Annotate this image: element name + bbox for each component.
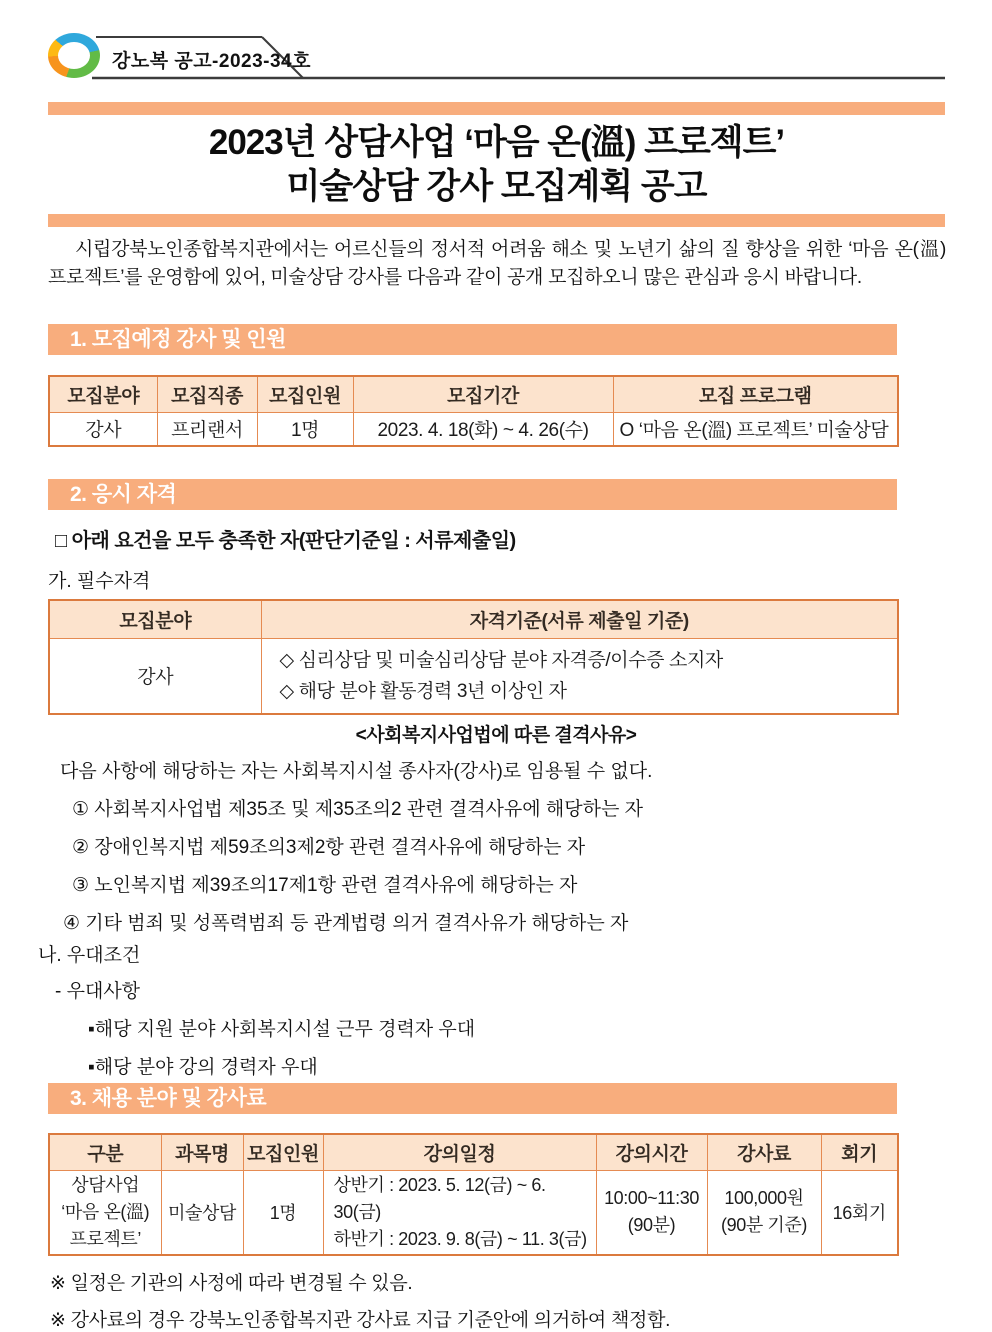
section-1-heading: 1. 모집예정 강사 및 인원 bbox=[48, 324, 897, 355]
eligibility-condition: □ 아래 요건을 모두 충족한 자(판단기준일 : 서류제출일) bbox=[55, 530, 516, 552]
qual-cell-field: 강사 bbox=[49, 638, 261, 714]
preference-item-1: ▪해당 지원 분야 사회복지시설 근무 경력자 우대 bbox=[88, 1018, 476, 1040]
disqualification-item-2: ② 장애인복지법 제59조의3제2항 관련 결격사유에 해당하는 자 bbox=[72, 836, 586, 858]
disqualification-item-1: ① 사회복지사업법 제35조 및 제35조의2 관련 결격사유에 해당하는 자 bbox=[72, 798, 643, 820]
fee-header-sessions: 회기 bbox=[821, 1134, 898, 1171]
fee-header-time: 강의시간 bbox=[596, 1134, 707, 1171]
disqualification-item-4: ④ 기타 범죄 및 성폭력범죄 등 관계법령 의거 결격사유가 해당하는 자 bbox=[63, 912, 629, 934]
qualification-table bbox=[48, 599, 899, 715]
fee-cell-category bbox=[49, 1171, 161, 1255]
document-header bbox=[0, 0, 992, 92]
fee-table bbox=[48, 1133, 899, 1256]
recruit-header-jobtype: 모집직종 bbox=[157, 376, 257, 412]
page-title bbox=[48, 115, 945, 214]
fee-category-line-2: ‘마음 온(溫) bbox=[61, 1201, 150, 1222]
title-bottom-bar bbox=[48, 214, 945, 227]
organization-logo-icon bbox=[48, 33, 100, 78]
qualification-data-row bbox=[49, 638, 898, 714]
recruit-cell-program: O ‘마음 온(溫) 프로젝트’ 미술상담 bbox=[613, 412, 898, 446]
fee-category-line-1: 상담사업 bbox=[71, 1174, 140, 1195]
fee-header-category: 구분 bbox=[49, 1134, 161, 1171]
recruit-table bbox=[48, 375, 899, 447]
title-line-2: 미술상담 강사 모집계획 공고 bbox=[286, 167, 707, 206]
note-1: ※ 일정은 기관의 사정에 따라 변경될 수 있음. bbox=[50, 1272, 413, 1294]
fee-cell-sessions: 16회기 bbox=[821, 1171, 898, 1255]
subsection-a-label: 가. 필수자격 bbox=[48, 571, 151, 592]
fee-table-header-row bbox=[49, 1134, 898, 1171]
qual-header-field: 모집분야 bbox=[49, 600, 261, 638]
title-line-1: 2023년 상담사업 ‘마음 온(溫) 프로젝트’ bbox=[208, 123, 785, 162]
fee-header-fee: 강사료 bbox=[707, 1134, 821, 1171]
recruit-header-period: 모집기간 bbox=[353, 376, 613, 412]
disqualification-item-3: ③ 노인복지법 제39조의17제1항 관련 결격사유에 해당하는 자 bbox=[72, 874, 578, 896]
fee-header-count: 모집인원 bbox=[243, 1134, 323, 1171]
qualification-header-row bbox=[49, 600, 898, 638]
document-number: 강노복 공고-2023-34호 bbox=[112, 51, 311, 72]
intro-paragraph: 시립강북노인종합복지관에서는 어르신들의 정서적 어려움 해소 및 노년기 삶의 질 향상을 위한 ‘마음 온(溫) 프로젝트’를 운영함에 있어, 미술상담 강사를 다음과 같이 공개 모집하오니 많은 관심과 응시 바랍니다. bbox=[48, 239, 946, 288]
fee-cell-time bbox=[596, 1171, 707, 1255]
recruit-header-program: 모집 프로그램 bbox=[613, 376, 898, 412]
recruit-cell-field: 강사 bbox=[49, 412, 157, 446]
recruit-cell-count: 1명 bbox=[257, 412, 353, 446]
title-block bbox=[48, 102, 945, 227]
preference-item-2: ▪해당 분야 강의 경력자 우대 bbox=[88, 1056, 318, 1078]
fee-time-line-1: 10:00~11:30 bbox=[604, 1188, 699, 1209]
qual-criterion-2: ◇ 해당 분야 활동경력 3년 이상인 자 bbox=[279, 680, 567, 702]
fee-schedule-line-2: 하반기 : 2023. 9. 8(금) ~ 11. 3(금) bbox=[333, 1228, 587, 1249]
qual-header-criteria: 자격기준(서류 제출일 기준) bbox=[261, 600, 898, 638]
fee-cell-schedule bbox=[323, 1171, 596, 1255]
section-3-heading: 3. 채용 분야 및 강사료 bbox=[48, 1083, 897, 1114]
fee-fee-line-1: 100,000원 bbox=[724, 1188, 804, 1209]
fee-header-subject: 과목명 bbox=[161, 1134, 243, 1171]
recruit-cell-jobtype: 프리랜서 bbox=[157, 412, 257, 446]
fee-cell-subject: 미술상담 bbox=[161, 1171, 243, 1255]
fee-table-data-row bbox=[49, 1171, 898, 1255]
section-2-heading: 2. 응시 자격 bbox=[48, 479, 897, 510]
disqualification-title: <사회복지사업법에 따른 결격사유> bbox=[355, 724, 637, 746]
title-top-bar bbox=[48, 102, 945, 115]
recruit-table-data-row bbox=[49, 412, 898, 446]
fee-category-line-3: 프로젝트’ bbox=[69, 1228, 142, 1249]
fee-cell-fee bbox=[707, 1171, 821, 1255]
preference-label: - 우대사항 bbox=[55, 980, 141, 1002]
qual-criterion-1: ◇ 심리상담 및 미술심리상담 분야 자격증/이수증 소지자 bbox=[279, 649, 723, 671]
qual-cell-criteria bbox=[261, 638, 898, 714]
recruit-header-count: 모집인원 bbox=[257, 376, 353, 412]
disqualification-intro: 다음 사항에 해당하는 자는 사회복지시설 종사자(강사)로 임용될 수 없다. bbox=[60, 760, 653, 782]
note-2: ※ 강사료의 경우 강북노인종합복지관 강사료 지급 기준안에 의거하여 책정함. bbox=[50, 1309, 671, 1331]
fee-cell-count: 1명 bbox=[243, 1171, 323, 1255]
fee-time-line-2: (90분) bbox=[627, 1215, 676, 1236]
fee-schedule-line-1: 상반기 : 2023. 5. 12(금) ~ 6. 30(금) bbox=[333, 1174, 546, 1222]
fee-fee-line-2: (90분 기준) bbox=[721, 1215, 807, 1236]
fee-header-schedule: 강의일정 bbox=[323, 1134, 596, 1171]
subsection-b-label: 나. 우대조건 bbox=[38, 944, 141, 966]
recruit-table-header-row bbox=[49, 376, 898, 412]
recruit-cell-period: 2023. 4. 18(화) ~ 4. 26(수) bbox=[353, 412, 613, 446]
recruit-header-field: 모집분야 bbox=[49, 376, 157, 412]
